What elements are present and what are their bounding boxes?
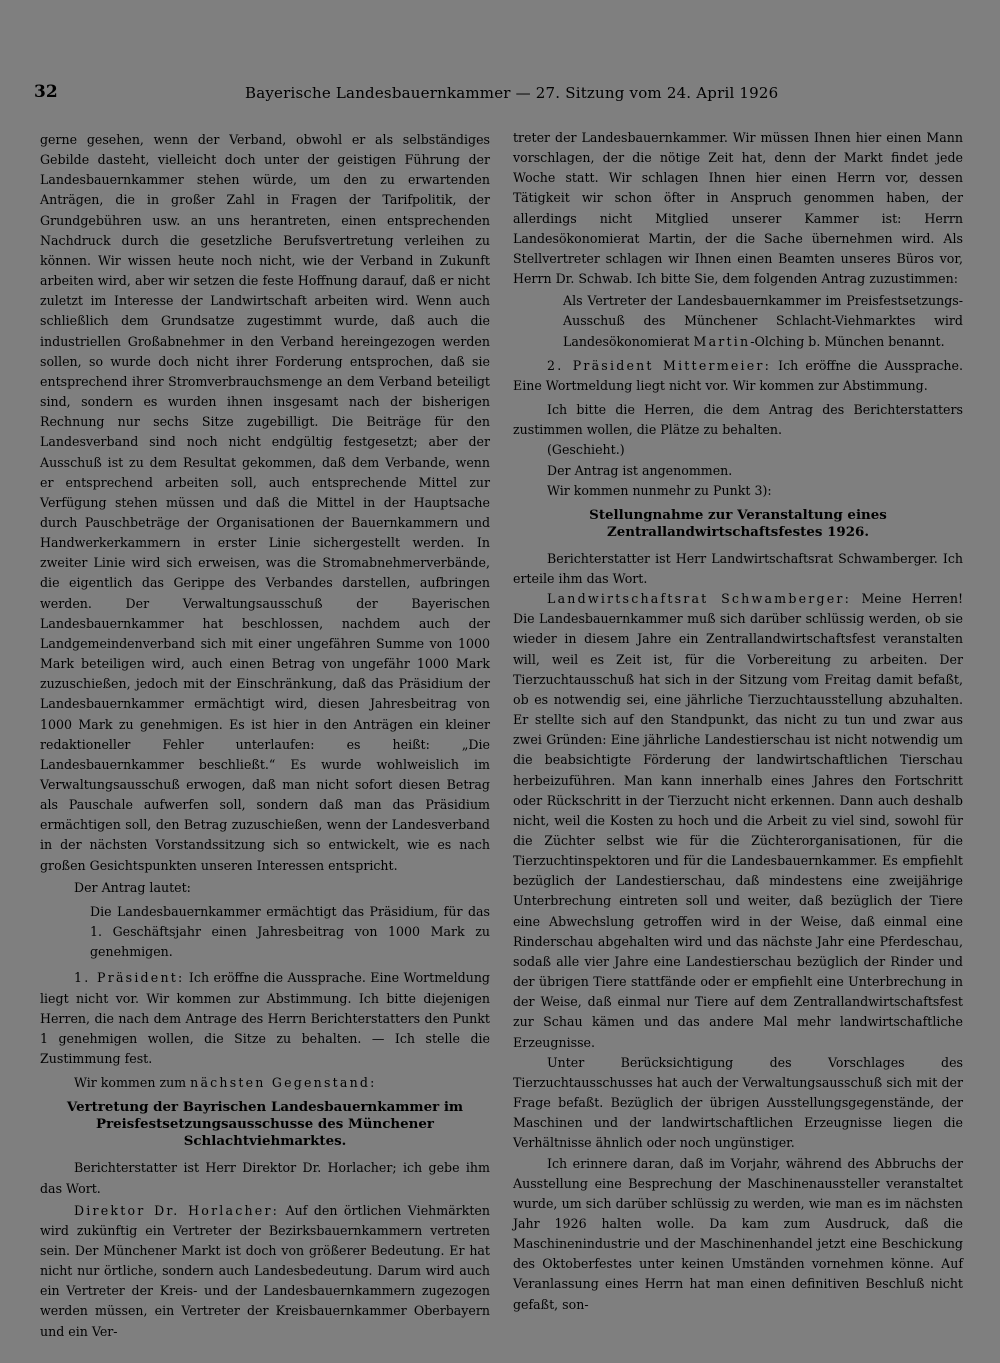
- section-heading: Stellungnahme zur Veranstaltung eines Zentrallandwirtschaftsfestes 1926.: [589, 506, 887, 540]
- paragraph: Ich bitte die Herren, die dem Antrag des Berichterstatters zustimmen wollen, die Plätze zu behalten.: [513, 402, 963, 438]
- paragraph: Der Antrag ist angenommen.: [547, 462, 733, 478]
- text-span: -Olching b. München benannt.: [750, 333, 945, 349]
- running-title: Bayerische Landesbauernkammer — 27. Sitzung vom 24. April 1926: [245, 84, 779, 102]
- paragraph: (Geschieht.): [547, 442, 625, 458]
- right-column: [513, 128, 963, 1315]
- speaker-text: Ich eröffne die Aussprache. Eine Wortmeldung liegt nicht vor. Wir kommen zur Abstimmung. Ich bitte diejenigen Herren, die nach dem Antrage des Herrn Berichterstatters den Punkt 1 genehmigen wollen, die Sitze zu behalten. — Ich stelle die Zustimmung fest.: [40, 970, 490, 1067]
- speaker-name: 2. Präsident Mittermeier:: [547, 357, 772, 373]
- text-span-spaced: nächsten Gegenstand:: [190, 1075, 377, 1091]
- paragraph: Unter Berücksichtigung des Vorschlages des Tierzuchtausschusses hat auch der Verwaltungsausschuß sich mit der Frage befaßt. Bezüglich der übrigen Ausstellungsgegenstände, der Maschinen und der landwirtschaftlichen Erzeugnisse liegen die Verhältnisse ähnlich oder noch ungünstiger.: [513, 1054, 963, 1151]
- paragraph: Ich erinnere daran, daß im Vorjahr, während des Abbruchs der Ausstellung eine Besprechung der Maschinenaussteller veranstaltet wurde, um sich darüber schlüssig zu werden, wie man es im nächsten Jahr 1926 halten wolle. Da kam zum Ausdruck, daß die Maschinenindustrie und der Maschinenhandel jetzt eine Beschickung des Oktoberfestes unter keinen Umständen vornehmen könne. Auf Veranlassung eines Herrn hat man einen definitiven Beschluß nicht gefaßt, son-: [513, 1155, 963, 1312]
- page-header: [30, 82, 970, 106]
- speaker-text: Auf den örtlichen Viehmärkten wird zukünftig ein Vertreter der Bezirksbauernkammern vertreten sein. Der Münchener Markt ist doch von größerer Bedeutung. Er hat nicht nur örtliche, sondern auch Landesbedeutung. Darum wird auch ein Vertreter der Kreis- und der Landesbauernkammern zugezogen werden müssen, ein Vertreter der Kreisbauernkammer Oberbayern und ein Ver-: [40, 1202, 490, 1339]
- paragraph: [40, 968, 490, 1069]
- paragraph: Berichterstatter ist Herr Direktor Dr. Horlacher; ich gebe ihm das Wort.: [40, 1160, 490, 1196]
- speaker-name: Direktor Dr. Horlacher:: [74, 1202, 280, 1218]
- paragraph: Wir kommen nunmehr zu Punkt 3):: [547, 482, 772, 498]
- paragraph: [40, 1201, 490, 1342]
- paragraph: gerne gesehen, wenn der Verband, obwohl er als selbständiges Gebilde dasteht, vielleicht doch unter der geistigen Führung der Landesbauernkammer stehen würde, um den zu erwartenden Anträgen, die in großer Zahl in Fragen der Tarifpolitik, der Grundgebühren usw. an uns herantreten, einen entsprechenden Nachdruck durch die gesetzliche Berufsvertretung verleihen zu können. Wir wissen heute noch nicht, wie der Verband in Zukunft arbeiten wird, aber wir setzen die feste Hoffnung darauf, daß er nicht zuletzt im Interesse der Landwirtschaft arbeiten wird. Wenn auch schließlich dem Grundsatze zugestimmt wurde, daß auch die industriellen Großabnehmer in den Verband hereingezogen werden sollen, so wurde doch nicht ihrer Forderung entsprochen, daß sie entsprechend ihrer Stromverbrauchsmenge an dem Verband beteiligt sind, sondern es wurden ihnen insgesamt nach der bisherigen Rechnung nur sechs Sitze zugebilligt. Die Beiträge für den Landesverband sind noch nicht endgültig festgesetzt; aber der Ausschuß ist zu dem Resultat gekommen, daß dem Verbande, wenn er entsprechend arbeiten soll, auch entsprechende Mittel zur Verfügung stehen müssen und daß die Mittel in der Hauptsache durch Pauschbeträge der Organisationen der Bauernkammern und Handwerkerkammern in erster Linie sichergestellt werden. In zweiter Linie wird sich erweisen, was die Stromabnehmerverbände, die eigentlich das Gerippe des Verbandes darstellen, aufbringen werden. Der Verwaltungsausschuß der Bayerischen Landesbauernkammer hat beschlossen, nachdem auch der Landgemeindenverband sich mit einer ungefähren Summe von 1000 Mark beteiligen wird, auch einen Betrag von ungefähr 1000 Mark zuzuschießen, jedoch mit der Einschränkung, daß das Präsidium der Landesbauernkammer ermächtigt wird, diesen Jahresbeitrag von 1000 Mark zu genehmigen. Es ist hier in den Anträgen ein kleiner redaktioneller Fehler unterlaufen: es heißt: „Die Landesbauernkammer beschließt.“ Es wurde wohlweislich im Verwaltungsausschuß erwogen, daß man nicht sofort diesen Betrag als Pauschale aufwerfen soll, sondern daß man das Präsidium ermächtigen soll, den Betrag zuzuschießen, wenn der Landesverband in der nächsten Vorstandssitzung sich so entwickelt, wie es nach großen Gesichtspunkten unseren Interessen entspricht.: [40, 132, 490, 873]
- motion-text: [513, 291, 963, 351]
- text-span: Als Vertreter der Landesbauernkammer im Preisfestsetzungs-Ausschuß des Münchener Schlacht-Viehmarktes wird Landesökonomierat: [563, 293, 963, 349]
- speaker-name: 1. Präsident:: [74, 970, 185, 986]
- paragraph: [513, 356, 963, 396]
- paragraph: [513, 589, 963, 1053]
- left-column: [40, 130, 490, 1342]
- motion-text: Die Landesbauernkammer ermächtigt das Präsidium, für das 1. Geschäftsjahr einen Jahresbeitrag von 1000 Mark zu genehmigen.: [90, 903, 490, 960]
- speaker-text: Ich eröffne die Aussprache. Eine Wortmeldung liegt nicht vor. Wir kommen zur Abstimmung.: [513, 357, 964, 393]
- paragraph: Der Antrag lautet:: [74, 879, 191, 895]
- person-name: Martin: [693, 333, 751, 349]
- page-number: 32: [34, 82, 58, 102]
- paragraph: [40, 1073, 490, 1093]
- text-span: Wir kommen zum: [74, 1075, 191, 1091]
- paragraph: treter der Landesbauernkammer. Wir müssen Ihnen hier einen Mann vorschlagen, der die nötige Zeit hat, denn der Markt findet jede Woche statt. Wir schlagen Ihnen hier einen Herrn vor, dessen Tätigkeit wir schon öfter in Anspruch genommen haben, der allerdings nicht Mitglied unserer Kammer ist: Herrn Landesökonomierat Martin, der die Sache übernehmen wird. Als Stellvertreter schlagen wir Ihnen einen Beamten unseres Büros vor, Herrn Dr. Schwab. Ich bitte Sie, dem folgenden Antrag zuzustimmen:: [513, 130, 963, 287]
- speaker-name: Landwirtschaftsrat Schwamberger:: [547, 591, 852, 607]
- section-heading: Vertretung der Bayrischen Landesbauernkammer im Preisfestsetzungsausschusse des Münchener Schlachtviehmarktes.: [66, 1099, 464, 1150]
- speaker-text: Meine Herren! Die Landesbauernkammer muß sich darüber schlüssig werden, ob sie wieder in diesem Jahre ein Zentrallandwirtschaftsfest veranstalten will, weil es Zeit ist, für die Vorbereitung zu arbeiten. Der Tierzuchtausschuß hat sich in der Sitzung vom Freitag damit befaßt, ob es notwendig sei, eine jährliche Tierzuchtausstellung abzuhalten. Er stellte sich auf den Standpunkt, das nicht zu tun und zwar aus zwei Gründen: Eine jährliche Landestierschau ist nicht notwendig um die beabsichtigte Förderung der landwirtschaftlichen Tierschau herbeizuführen. Man kann innerhalb eines Jahres den Fortschritt oder Rückschritt in der Tierzucht nicht erkennen. Dann auch deshalb nicht, weil die Kosten zu hoch und die Arbeit zu viel sind, sowohl für die Züchter selbst wie für die Züchterorganisationen, für die Tierzuchtinspektoren und für die Landesbauernkammer. Es empfiehlt bezüglich der Landestierschau, daß mindestens eine zweijährige Unterbrechung eintreten soll und weiter, daß bezüglich der Tiere eine Abwechslung getroffen wird in der Weise, daß einmal eine Rinderschau abgehalten wird und das nächste Jahr eine Pferdeschau, sodaß alle vier Jahre eine Landestierschau bezüglich der Rinder und der übrigen Tiere stattfände oder er empfiehlt eine Unterbrechung in der Weise, daß einmal nur Tiere auf dem Zentrallandwirtschaftsfest zur Schau kämen und das andere Mal mehr landwirtschaftliche Erzeugnisse.: [513, 591, 963, 1050]
- paragraph: Berichterstatter ist Herr Landwirtschaftsrat Schwamberger. Ich erteile ihm das Wort.: [513, 550, 963, 586]
